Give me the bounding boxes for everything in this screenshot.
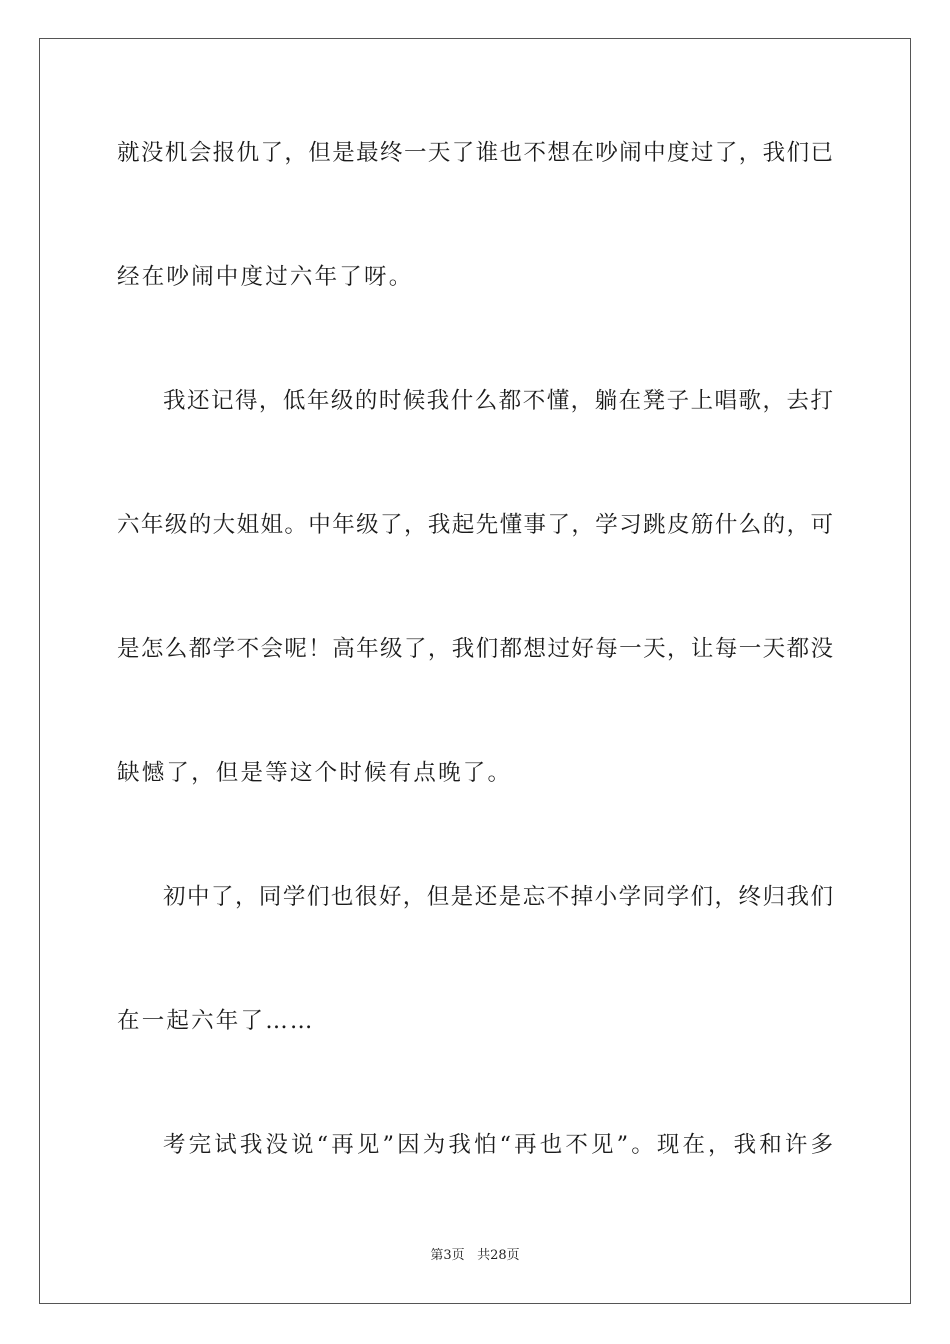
text-line-9: 考完试我没说“再见”因为我怕“再也不见”。现在，我和许多 [163, 1132, 833, 1158]
text-line-5: 是怎么都学不会呢！高年级了，我们都想过好每一天，让每一天都没 [117, 636, 833, 662]
text-line-2: 经在吵闹中度过六年了呀。 [117, 264, 414, 290]
page-footer [0, 1247, 950, 1265]
text-line-6: 缺憾了，但是等这个时候有点晚了。 [117, 760, 513, 786]
page-number: 第3页 [430, 1248, 465, 1263]
text-line-1: 就没机会报仇了，但是最终一天了谁也不想在吵闹中度过了，我们已 [117, 140, 833, 166]
text-line-7: 初中了，同学们也很好，但是还是忘不掉小学同学们，终归我们 [163, 884, 833, 910]
text-line-3: 我还记得，低年级的时候我什么都不懂，躺在凳子上唱歌，去打 [163, 388, 833, 414]
text-line-8: 在一起六年了…… [117, 1008, 315, 1034]
page-total: 共28页 [477, 1248, 520, 1263]
text-line-4: 六年级的大姐姐。中年级了，我起先懂事了，学习跳皮筋什么的，可 [117, 512, 833, 538]
page-border [39, 38, 911, 1304]
